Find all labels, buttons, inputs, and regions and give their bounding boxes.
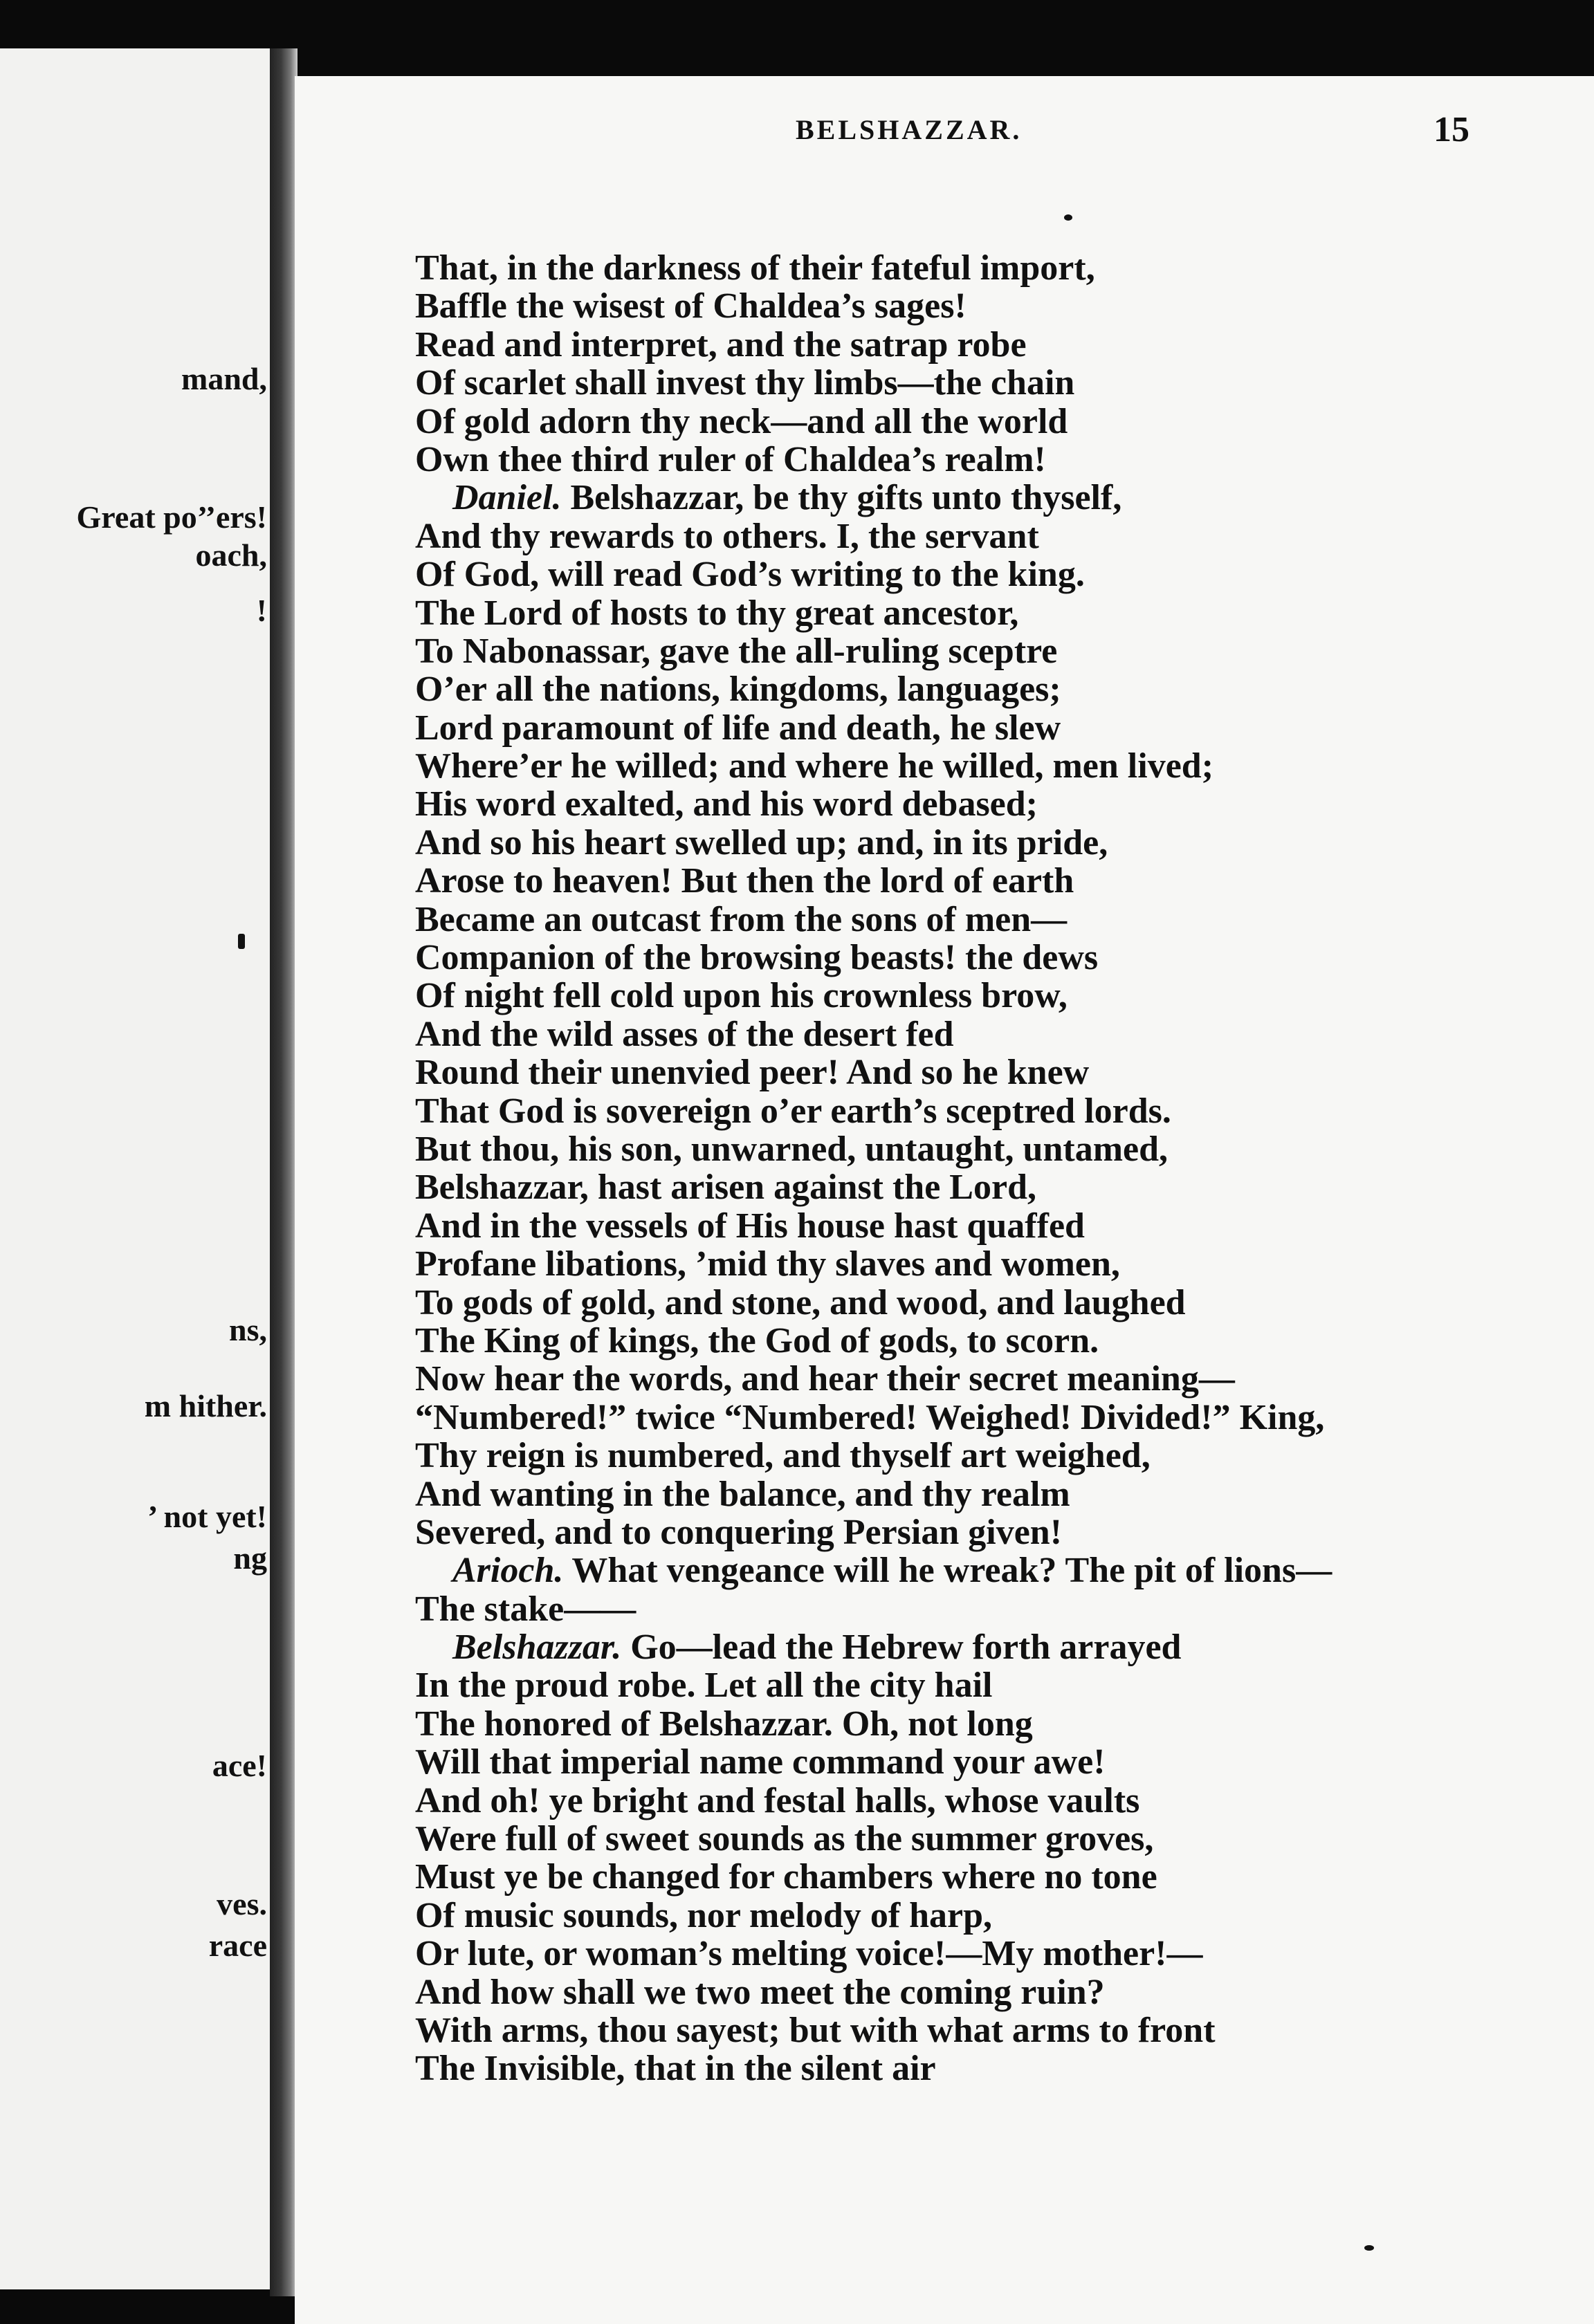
verse-line: [415, 364, 1564, 402]
speaker-name: Belshazzar.: [452, 1627, 622, 1668]
verse-line: [415, 2011, 1564, 2049]
verse-line-text: Will that imperial name command your awe!: [415, 1742, 1106, 1782]
verse-line: [415, 1513, 1564, 1551]
verse-line-text: Companion of the browsing beasts! the dews: [415, 938, 1099, 978]
verse-line-text: Read and interpret, and the satrap robe: [415, 324, 1027, 365]
ink-speck: [1364, 2245, 1374, 2251]
verse-line: [415, 1628, 1564, 1666]
verse-line: [415, 1207, 1564, 1245]
verse-line: [415, 939, 1564, 977]
verse-line-text: With arms, thou sayest; but with what arms to front: [415, 2010, 1216, 2050]
left-page-fragment: ace!: [212, 1748, 267, 1783]
verse-line-text: And thy rewards to others. I, the servant: [415, 516, 1039, 556]
verse-line: [415, 479, 1564, 517]
verse-line-text: Of gold adorn thy neck—and all the world: [415, 401, 1068, 441]
verse-line-text: That, in the darkness of their fateful import,: [415, 248, 1095, 288]
verse-line: [415, 1973, 1564, 2011]
verse-line-text: Belshazzar, hast arisen against the Lord,: [415, 1168, 1036, 1208]
verse-line: [415, 1168, 1564, 1206]
verse-line-text: His word exalted, and his word debased;: [415, 784, 1038, 824]
verse-line: [415, 1705, 1564, 1743]
verse-line: [415, 670, 1564, 708]
verse-line: [415, 1360, 1564, 1398]
verse-line-text: Must ye be changed for chambers where no tone: [415, 1857, 1157, 1897]
verse-line: [415, 1130, 1564, 1168]
ink-speck: [1064, 214, 1072, 221]
verse-line: [415, 1858, 1564, 1896]
verse-line: [415, 326, 1564, 364]
verse-line-text: Profane libations, ’mid thy slaves and women,: [415, 1244, 1120, 1284]
verse-line-text: And the wild asses of the desert fed: [415, 1014, 954, 1054]
verse-line-text: The Invisible, that in the silent air: [415, 2049, 936, 2089]
verse-line-text: O’er all the nations, kingdoms, languages;: [415, 670, 1061, 710]
verse-line-text: Severed, and to conquering Persian given!: [415, 1512, 1063, 1552]
left-page-fragment: m hither.: [144, 1388, 267, 1423]
verse-line-text: The honored of Belshazzar. Oh, not long: [415, 1704, 1033, 1744]
verse-line: [415, 1053, 1564, 1091]
verse-line: [415, 2049, 1564, 2087]
running-title: BELSHAZZAR.: [796, 114, 1023, 145]
verse-line-text: The King of kings, the God of gods, to scorn.: [415, 1320, 1099, 1361]
verse-line-text: And oh! ye bright and festal halls, whose vaults: [415, 1780, 1140, 1820]
verse-line: [415, 1590, 1564, 1628]
verse-line-text: Were full of sweet sounds as the summer groves,: [415, 1819, 1154, 1859]
verse-line: [415, 249, 1564, 287]
verse-line-text: Now hear the words, and hear their secret meaning—: [415, 1359, 1235, 1399]
verse-line-text: The stake——: [415, 1589, 636, 1629]
verse-line: [415, 709, 1564, 747]
verse-line: [415, 824, 1564, 862]
verse-line: [415, 1743, 1564, 1781]
verse-line-text: Of night fell cold upon his crownless brow,: [415, 976, 1068, 1016]
verse-text: [415, 249, 1564, 2088]
left-page-fragment: ’ not yet!: [147, 1499, 267, 1534]
verse-line: [415, 517, 1564, 555]
verse-line-text: Belshazzar, be thy gifts unto thyself,: [561, 478, 1122, 518]
verse-line: [415, 1437, 1564, 1475]
left-page-fragment: Great po’’ers!: [76, 499, 267, 535]
verse-line: [415, 287, 1564, 325]
verse-line-text: Where’er he willed; and where he willed, men lived;: [415, 746, 1214, 786]
verse-line-text: And how shall we two meet the coming ruin?: [415, 1972, 1105, 2012]
verse-line: [415, 785, 1564, 823]
verse-line: [415, 1475, 1564, 1513]
left-page-fragment: ves.: [217, 1886, 267, 1921]
verse-line-text: To gods of gold, and stone, and wood, and laughed: [415, 1282, 1186, 1322]
left-page-fragment: ns,: [229, 1312, 267, 1347]
verse-line-text: And wanting in the balance, and thy realm: [415, 1474, 1070, 1514]
book-gutter: [270, 48, 297, 2296]
left-page-fragment: mand,: [181, 361, 267, 396]
left-page-fragment: race: [208, 1928, 267, 1963]
verse-line-text: In the proud robe. Let all the city hail: [415, 1666, 993, 1706]
verse-line-text: Became an outcast from the sons of men—: [415, 899, 1068, 939]
verse-line-text: Round their unenvied peer! And so he knew: [415, 1053, 1090, 1093]
verse-line: [415, 1015, 1564, 1053]
verse-line-text: What vengeance will he wreak? The pit of lions—: [563, 1551, 1332, 1591]
left-facing-page: [0, 48, 277, 2289]
verse-line-text: Go—lead the Hebrew forth arrayed: [621, 1627, 1182, 1668]
verse-line: [415, 632, 1564, 670]
verse-line-text: Thy reign is numbered, and thyself art weighed,: [415, 1436, 1151, 1476]
verse-line: [415, 901, 1564, 939]
verse-line-text: But thou, his son, unwarned, untaught, untamed,: [415, 1129, 1169, 1169]
left-page-fragment: ng: [233, 1540, 267, 1576]
verse-line: [415, 1399, 1564, 1437]
verse-line: [415, 1897, 1564, 1935]
verse-line-text: Of scarlet shall invest thy limbs—the chain: [415, 363, 1075, 403]
ink-speck: [238, 934, 245, 949]
verse-line: [415, 747, 1564, 785]
speaker-name: Daniel.: [452, 478, 562, 518]
verse-line: [415, 1782, 1564, 1820]
verse-line-text: The Lord of hosts to thy great ancestor,: [415, 593, 1019, 633]
speaker-name: Arioch.: [452, 1551, 564, 1591]
verse-line-text: To Nabonassar, gave the all-ruling sceptre: [415, 631, 1058, 671]
left-page-fragment: !: [256, 593, 267, 628]
verse-line: [415, 1666, 1564, 1704]
verse-line: [415, 1245, 1564, 1283]
running-head: [0, 109, 1594, 151]
verse-line: [415, 1284, 1564, 1322]
verse-line-text: “Numbered!” twice “Numbered! Weighed! Divided!” King,: [415, 1397, 1325, 1437]
verse-line: [415, 862, 1564, 900]
verse-line-text: Of music sounds, nor melody of harp,: [415, 1895, 993, 1935]
verse-line-text: Arose to heaven! But then the lord of earth: [415, 861, 1074, 901]
verse-line-text: Lord paramount of life and death, he slew: [415, 708, 1061, 748]
verse-line: [415, 441, 1564, 479]
verse-line: [415, 1322, 1564, 1360]
verse-line-text: That God is sovereign o’er earth’s sceptred lords.: [415, 1091, 1171, 1131]
verse-line: [415, 1820, 1564, 1858]
verse-line: [415, 594, 1564, 632]
verse-line-text: Own thee third ruler of Chaldea’s realm!: [415, 439, 1046, 479]
left-page-fragment: oach,: [195, 537, 267, 573]
verse-line-text: Of God, will read God’s writing to the king.: [415, 555, 1085, 595]
verse-line: [415, 1092, 1564, 1130]
verse-line: [415, 1551, 1564, 1589]
verse-line-text: And so his heart swelled up; and, in its pride,: [415, 822, 1108, 863]
verse-line: [415, 555, 1564, 593]
verse-line: [415, 1935, 1564, 1973]
verse-line-text: And in the vessels of His house hast quaffed: [415, 1206, 1085, 1246]
verse-line-text: Or lute, or woman’s melting voice!—My mother!—: [415, 1934, 1203, 1974]
verse-line-text: Baffle the wisest of Chaldea’s sages!: [415, 286, 967, 326]
verse-line: [415, 977, 1564, 1015]
verse-line: [415, 403, 1564, 441]
page-number: 15: [1433, 110, 1469, 149]
